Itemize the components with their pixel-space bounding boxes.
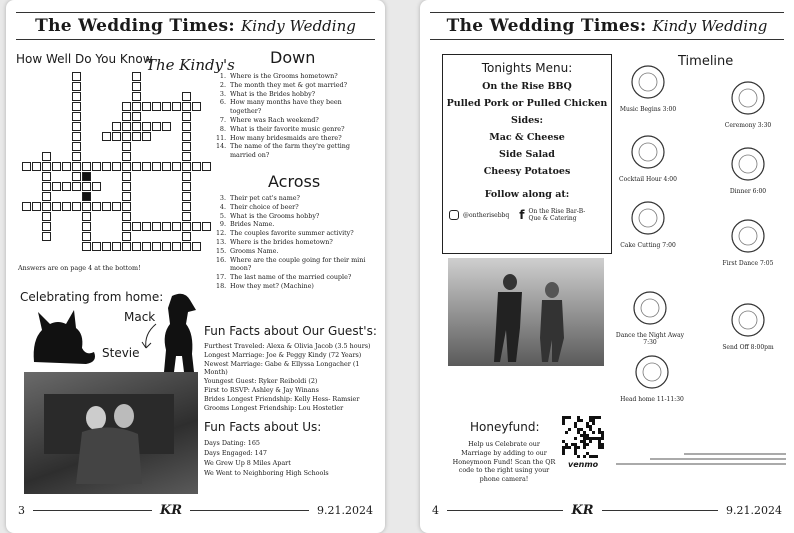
answers-note: Answers are on page 4 at the bottom! bbox=[18, 264, 141, 272]
facebook-icon: f bbox=[519, 208, 525, 222]
clue-item bbox=[216, 282, 374, 291]
clue-number: 6. bbox=[219, 98, 226, 107]
clue-number: 18. bbox=[216, 281, 227, 290]
crossword-script-title: The Kindy's bbox=[146, 56, 235, 74]
clue-number: 3. bbox=[219, 89, 226, 98]
fact-line: Newest Marriage: Gabe & Ellyssa Longacher (1 Month) bbox=[204, 359, 360, 377]
clue-item bbox=[216, 142, 374, 160]
menu-items bbox=[443, 81, 611, 177]
crossword-cell[interactable] bbox=[32, 162, 41, 171]
pet-label-stevie: Stevie bbox=[102, 346, 140, 360]
crossword-cell[interactable] bbox=[182, 132, 191, 141]
crossword-cell[interactable] bbox=[152, 102, 161, 111]
clue-text: What is their favorite music genre? bbox=[230, 124, 345, 133]
timeline-label: Ceremony 3:30 bbox=[724, 122, 772, 129]
crossword-cell[interactable] bbox=[42, 232, 51, 241]
qr-module bbox=[562, 452, 565, 455]
crossword-cell[interactable] bbox=[22, 162, 31, 171]
clue-number: 14. bbox=[216, 142, 227, 151]
menu-item: Side Salad bbox=[499, 149, 555, 160]
crossword-cell[interactable] bbox=[112, 122, 121, 131]
crossword-cell[interactable] bbox=[132, 162, 141, 171]
clue-item bbox=[216, 81, 374, 90]
fact-line: Grooms Longest Friendship: Lou Hostetler bbox=[204, 403, 344, 412]
clue-item bbox=[216, 194, 374, 203]
timeline-label: Dance the Night Away 7:30 bbox=[615, 332, 685, 346]
crossword-cell[interactable] bbox=[72, 72, 81, 81]
qr-module bbox=[565, 431, 568, 434]
clue-text: Where are the couple going for their mini moon? bbox=[230, 255, 366, 273]
crossword-cell[interactable] bbox=[42, 182, 51, 191]
crossword-cell[interactable] bbox=[202, 222, 211, 231]
clue-number: 13. bbox=[216, 237, 227, 246]
clue-item bbox=[216, 220, 374, 229]
crossword-cell[interactable] bbox=[92, 182, 101, 191]
crossword-cell[interactable] bbox=[202, 162, 211, 171]
clue-number: 11. bbox=[216, 133, 227, 142]
crossword-cell[interactable] bbox=[182, 152, 191, 161]
crossword-cell[interactable] bbox=[72, 112, 81, 121]
crossword-cell[interactable] bbox=[72, 162, 81, 171]
crossword-cell[interactable] bbox=[122, 162, 131, 171]
crossword-cell[interactable] bbox=[182, 232, 191, 241]
qr-module bbox=[580, 419, 583, 422]
clue-text: Their pet cat's name? bbox=[230, 194, 300, 202]
crossword-cell[interactable] bbox=[42, 202, 51, 211]
timeline-label: Dinner 6:00 bbox=[729, 188, 767, 195]
clue-text: The month they met & got married? bbox=[230, 80, 348, 89]
clue-text: How many months have they been together? bbox=[230, 98, 342, 116]
menu-item: Pulled Pork or Pulled Chicken bbox=[446, 98, 608, 109]
crossword-cell[interactable] bbox=[192, 162, 201, 171]
crossword-cell[interactable] bbox=[122, 242, 131, 251]
crossword-cell[interactable] bbox=[182, 92, 191, 101]
crossword-cell[interactable] bbox=[142, 162, 151, 171]
fact-line: Youngest Guest: Ryker Reiboldi (2) bbox=[204, 377, 318, 386]
crossword-cell[interactable] bbox=[192, 222, 201, 231]
arrow-icon bbox=[140, 322, 160, 352]
crossword-cell[interactable] bbox=[122, 102, 131, 111]
crossword-cell[interactable] bbox=[122, 142, 131, 151]
celebrating-title: Celebrating from home: bbox=[20, 290, 164, 304]
qr-module bbox=[568, 446, 571, 449]
clue-number: 15. bbox=[216, 246, 227, 255]
crossword-cell[interactable] bbox=[122, 202, 131, 211]
crossword-cell[interactable] bbox=[142, 102, 151, 111]
monogram: KR bbox=[571, 502, 594, 518]
qr-module bbox=[577, 446, 580, 449]
couple-on-tailgate-image bbox=[24, 372, 198, 494]
clue-number: 12. bbox=[216, 229, 227, 238]
clue-text: Their choice of beer? bbox=[230, 202, 299, 211]
clue-item bbox=[216, 72, 374, 81]
crossword-cell[interactable] bbox=[182, 222, 191, 231]
clue-number: 8. bbox=[219, 124, 226, 133]
footer-date: 9.21.2024 bbox=[726, 503, 782, 517]
crossword-cell[interactable] bbox=[42, 222, 51, 231]
clue-item bbox=[216, 247, 374, 256]
crossword-cell[interactable] bbox=[122, 182, 131, 191]
crossword-cell[interactable] bbox=[72, 132, 81, 141]
venmo-logo: venmo bbox=[568, 460, 599, 469]
crossword-cell[interactable] bbox=[72, 92, 81, 101]
crossword-cell[interactable] bbox=[92, 242, 101, 251]
crossword-cell[interactable] bbox=[72, 152, 81, 161]
clue-text: The couples favorite summer activity? bbox=[230, 229, 354, 238]
crossword-cell[interactable] bbox=[112, 162, 121, 171]
timeline-item bbox=[712, 214, 784, 267]
crossword-cell[interactable] bbox=[162, 242, 171, 251]
clue-item bbox=[216, 238, 374, 247]
timeline-label: Music Begins 3:00 bbox=[619, 106, 677, 113]
crossword-cell[interactable] bbox=[152, 122, 161, 131]
clue-item bbox=[216, 90, 374, 99]
honeyfund-title: Honeyfund: bbox=[470, 420, 540, 434]
masthead-script: Kindy Wedding bbox=[240, 17, 356, 35]
crossword-cell[interactable] bbox=[102, 202, 111, 211]
crossword-cell[interactable] bbox=[162, 102, 171, 111]
timeline-item bbox=[610, 286, 690, 346]
crossword-cell[interactable] bbox=[42, 192, 51, 201]
crossword-cell[interactable] bbox=[82, 242, 91, 251]
timeline-label: Cake Cutting 7:00 bbox=[620, 242, 676, 249]
crossword-cell[interactable] bbox=[132, 122, 141, 131]
crossword-cell[interactable] bbox=[52, 202, 61, 211]
qr-module bbox=[601, 446, 604, 449]
crossword-cell[interactable] bbox=[182, 122, 191, 131]
clue-number: 3. bbox=[219, 194, 226, 202]
timeline-item bbox=[712, 142, 784, 195]
honeyfund-text: Help us Celebrate our Marriage by adding to our Honeymoon Fund! Scan the QR code to the right using your phone camera! bbox=[452, 440, 556, 484]
guests-facts-list bbox=[204, 342, 380, 412]
sparkler-icon bbox=[726, 298, 770, 342]
clue-text: What is the Brides hobby? bbox=[230, 89, 316, 98]
crossword-cell[interactable] bbox=[182, 172, 191, 181]
clue-number: 7. bbox=[219, 115, 226, 124]
clue-text: Where was Rach weekend? bbox=[230, 115, 319, 124]
crossword-cell[interactable] bbox=[122, 122, 131, 131]
clue-text: Grooms Name. bbox=[230, 246, 279, 255]
cat-silhouette-icon bbox=[24, 300, 104, 370]
crossword-cell[interactable] bbox=[72, 172, 81, 181]
crossword-cell[interactable] bbox=[42, 162, 51, 171]
fact-line: Longest Marriage: Joe & Peggy Kindy (72 Years) bbox=[204, 350, 362, 359]
crossword-cell[interactable] bbox=[122, 152, 131, 161]
crossword-cell[interactable] bbox=[132, 92, 141, 101]
timeline-label: First Dance 7:05 bbox=[722, 260, 774, 267]
clue-item bbox=[216, 134, 374, 143]
wedding-cake-icon bbox=[626, 196, 670, 240]
crossword-cell[interactable] bbox=[192, 242, 201, 251]
just-married-car-icon bbox=[630, 350, 674, 394]
crossword-cell[interactable] bbox=[82, 192, 91, 201]
crossword-cell[interactable] bbox=[182, 192, 191, 201]
newspaper-page-4 bbox=[420, 0, 794, 533]
us-facts-title: Fun Facts about Us: bbox=[204, 420, 322, 434]
clue-item bbox=[216, 273, 374, 282]
pet-label-mack: Mack bbox=[124, 310, 156, 324]
qr-module bbox=[577, 455, 580, 458]
clue-number: 16. bbox=[216, 255, 227, 264]
menu-box bbox=[442, 54, 612, 254]
crossword-cell[interactable] bbox=[82, 182, 91, 191]
crossword-cell[interactable] bbox=[72, 142, 81, 151]
crossword-cell[interactable] bbox=[182, 162, 191, 171]
us-facts-list bbox=[204, 438, 380, 478]
crossword-cell[interactable] bbox=[132, 72, 141, 81]
crossword-cell[interactable] bbox=[122, 192, 131, 201]
clue-text: How many bridesmaids are there? bbox=[230, 133, 342, 142]
instagram-handle[interactable]: @ontherisebbq bbox=[463, 211, 510, 219]
crossword-cell[interactable] bbox=[172, 102, 181, 111]
crossword-cell[interactable] bbox=[82, 202, 91, 211]
crossword-cell[interactable] bbox=[42, 152, 51, 161]
masthead-title: The Wedding Times: bbox=[446, 16, 647, 36]
guests-facts-title: Fun Facts about Our Guest's: bbox=[204, 324, 377, 338]
crossword-cell[interactable] bbox=[42, 212, 51, 221]
dancing-couple-icon bbox=[726, 214, 770, 258]
crossword-cell[interactable] bbox=[52, 162, 61, 171]
crossword-cell[interactable] bbox=[82, 232, 91, 241]
crossword-cell[interactable] bbox=[132, 132, 141, 141]
couple-photo bbox=[24, 372, 198, 494]
timeline-label: Send Off 8:00pm bbox=[722, 344, 774, 351]
qr-module bbox=[592, 422, 595, 425]
clue-number: 9. bbox=[219, 220, 226, 229]
crossword-grid bbox=[12, 72, 212, 272]
crossword-cell[interactable] bbox=[132, 112, 141, 121]
crossword-cell[interactable] bbox=[122, 172, 131, 181]
fact-line: Days Dating: 165 bbox=[204, 439, 260, 447]
footer-rule bbox=[602, 510, 718, 511]
follow-title: Follow along at: bbox=[484, 189, 570, 200]
menu-item: Sides: bbox=[510, 115, 543, 126]
crossword-cell[interactable] bbox=[182, 112, 191, 121]
crossword-cell[interactable] bbox=[82, 212, 91, 221]
timeline-item bbox=[616, 196, 680, 249]
crossword-cell[interactable] bbox=[112, 132, 121, 141]
crossword-cell[interactable] bbox=[82, 222, 91, 231]
timeline-item bbox=[712, 76, 784, 129]
wedding-bells-icon bbox=[726, 76, 770, 120]
fact-line: Brides Longest Friendship: Kelly Hess- Ramsier bbox=[204, 394, 360, 403]
crossword-cell[interactable] bbox=[72, 122, 81, 131]
crossword-cell[interactable] bbox=[132, 82, 141, 91]
clue-number: 1. bbox=[219, 72, 226, 80]
crossword-cell[interactable] bbox=[182, 102, 191, 111]
crossword-cell[interactable] bbox=[42, 172, 51, 181]
masthead bbox=[16, 12, 375, 40]
timeline-item bbox=[616, 60, 680, 113]
menu-item: Mac & Cheese bbox=[489, 132, 565, 143]
clue-text: Where is the Grooms hometown? bbox=[230, 72, 338, 80]
clue-item bbox=[216, 212, 374, 221]
crossword-cell[interactable] bbox=[122, 232, 131, 241]
across-clues bbox=[216, 194, 374, 291]
crossword-cell[interactable] bbox=[72, 202, 81, 211]
menu-item: On the Rise BBQ bbox=[482, 81, 572, 92]
timeline-item bbox=[712, 298, 784, 351]
down-clues bbox=[216, 72, 374, 160]
crossword-cell[interactable] bbox=[182, 182, 191, 191]
crossword-cell[interactable] bbox=[162, 122, 171, 131]
down-title: Down bbox=[270, 48, 316, 67]
crossword-cell[interactable] bbox=[182, 212, 191, 221]
clue-item bbox=[216, 256, 374, 274]
crossword-cell[interactable] bbox=[172, 222, 181, 231]
music-notes-icon bbox=[626, 60, 670, 104]
crossword-cell[interactable] bbox=[92, 202, 101, 211]
crossword-cell[interactable] bbox=[152, 242, 161, 251]
crossword-cell[interactable] bbox=[152, 162, 161, 171]
qr-module bbox=[574, 437, 577, 440]
qr-module bbox=[583, 446, 586, 449]
clue-text: The last name of the married couple? bbox=[230, 273, 352, 282]
qr-module bbox=[568, 416, 571, 419]
page-number: 3 bbox=[18, 503, 25, 517]
clue-number: 4. bbox=[219, 202, 226, 211]
clue-text: Brides Name. bbox=[230, 220, 275, 229]
instagram-icon bbox=[449, 210, 459, 220]
crossword-cell[interactable] bbox=[122, 132, 131, 141]
ribbon-icon bbox=[628, 286, 672, 330]
monogram: KR bbox=[159, 502, 183, 518]
dog-silhouette-icon bbox=[154, 290, 204, 374]
fact-line: We Went to Neighboring High Schools bbox=[204, 469, 329, 477]
timeline-label: Cocktail Hour 4:00 bbox=[619, 176, 677, 183]
crossword-cell[interactable] bbox=[192, 102, 201, 111]
dinner-plate-icon bbox=[726, 142, 770, 186]
crossword-cell[interactable] bbox=[102, 162, 111, 171]
crossword-cell[interactable] bbox=[62, 182, 71, 191]
crossword-cell[interactable] bbox=[122, 222, 131, 231]
page-number: 4 bbox=[432, 503, 439, 517]
crossword-cell[interactable] bbox=[152, 222, 161, 231]
crossword-cell[interactable] bbox=[72, 102, 81, 111]
crossword-cell[interactable] bbox=[92, 162, 101, 171]
across-title: Across bbox=[268, 172, 321, 191]
page-footer bbox=[432, 499, 782, 521]
facebook-name[interactable]: On the Rise Bar-B-Que & Catering bbox=[528, 208, 586, 222]
timeline-item bbox=[616, 130, 680, 183]
qr-module bbox=[595, 455, 598, 458]
crossword-cell[interactable] bbox=[72, 82, 81, 91]
timeline-item bbox=[616, 350, 688, 403]
clue-text: Where is the brides hometown? bbox=[230, 237, 333, 246]
crossword-cell[interactable] bbox=[132, 222, 141, 231]
fact-line: First to RSVP: Ashley & Jay Winans bbox=[204, 385, 319, 394]
crossword-cell[interactable] bbox=[32, 202, 41, 211]
crossword-cell[interactable] bbox=[122, 112, 131, 121]
page-footer bbox=[18, 499, 373, 521]
answers-key-upside-down bbox=[616, 448, 786, 468]
crossword-cell[interactable] bbox=[112, 242, 121, 251]
masthead-title: The Wedding Times: bbox=[35, 16, 235, 36]
fact-line: We Grew Up 8 Miles Apart bbox=[204, 459, 291, 467]
menu-title: Tonights Menu: bbox=[481, 61, 573, 75]
crossword-cell[interactable] bbox=[162, 162, 171, 171]
qr-module bbox=[568, 428, 571, 431]
clue-item bbox=[216, 116, 374, 125]
clue-text: The name of the farm they're getting married on? bbox=[230, 142, 351, 160]
masthead-script: Kindy Wedding bbox=[652, 17, 768, 35]
clue-number: 5. bbox=[219, 211, 226, 220]
qr-module bbox=[592, 431, 595, 434]
venmo-qr-code[interactable] bbox=[562, 416, 604, 458]
crossword-cell[interactable] bbox=[132, 102, 141, 111]
crossword-cell[interactable] bbox=[22, 202, 31, 211]
clue-text: How they met? (Machine) bbox=[230, 281, 314, 290]
couple-walking-image bbox=[448, 258, 604, 366]
clue-text: What is the Grooms hobby? bbox=[230, 211, 320, 220]
clue-item bbox=[216, 203, 374, 212]
crossword-cell[interactable] bbox=[82, 172, 91, 181]
crossword-cell[interactable] bbox=[142, 122, 151, 131]
qr-module bbox=[601, 437, 604, 440]
footer-rule bbox=[190, 510, 309, 511]
champagne-glasses-icon bbox=[626, 130, 670, 174]
crossword-cell[interactable] bbox=[172, 242, 181, 251]
clue-number: 2. bbox=[219, 80, 226, 89]
crossword-cell[interactable] bbox=[172, 162, 181, 171]
fact-line: Furthest Traveled: Alexa & Olivia Jacob (3.5 hours) bbox=[204, 342, 371, 350]
timeline-label: Head home 11-11:30 bbox=[620, 396, 684, 403]
clue-number: 17. bbox=[216, 273, 227, 282]
crossword-cell[interactable] bbox=[102, 132, 111, 141]
crossword-cell[interactable] bbox=[132, 242, 141, 251]
crossword-cell[interactable] bbox=[142, 242, 151, 251]
crossword-cell[interactable] bbox=[142, 132, 151, 141]
crossword-cell[interactable] bbox=[122, 212, 131, 221]
crossword-cell[interactable] bbox=[162, 222, 171, 231]
crossword-cell[interactable] bbox=[52, 182, 61, 191]
crossword-cell[interactable] bbox=[82, 162, 91, 171]
masthead bbox=[430, 12, 784, 40]
timeline-title: Timeline bbox=[678, 54, 734, 69]
qr-module bbox=[583, 455, 586, 458]
qr-module bbox=[589, 440, 592, 443]
clue-item bbox=[216, 125, 374, 134]
qr-module bbox=[586, 443, 589, 446]
clue-item bbox=[216, 98, 374, 116]
crossword-cell[interactable] bbox=[102, 242, 111, 251]
crossword-title: How Well Do You Know bbox=[16, 52, 153, 66]
qr-module bbox=[562, 422, 565, 425]
couple-field-photo bbox=[448, 258, 604, 366]
crossword-cell[interactable] bbox=[182, 242, 191, 251]
crossword-cell[interactable] bbox=[182, 202, 191, 211]
newspaper-page-3 bbox=[6, 0, 385, 533]
footer-date: 9.21.2024 bbox=[317, 503, 373, 517]
crossword-cell[interactable] bbox=[72, 182, 81, 191]
crossword-cell[interactable] bbox=[62, 162, 71, 171]
crossword-cell[interactable] bbox=[62, 202, 71, 211]
footer-rule bbox=[33, 510, 152, 511]
crossword-cell[interactable] bbox=[112, 202, 121, 211]
clue-item bbox=[216, 229, 374, 238]
qr-module bbox=[598, 416, 601, 419]
crossword-cell[interactable] bbox=[182, 142, 191, 151]
footer-rule bbox=[447, 510, 563, 511]
fact-line: Days Engaged: 147 bbox=[204, 449, 267, 457]
menu-item: Cheesy Potatoes bbox=[483, 166, 571, 177]
crossword-cell[interactable] bbox=[142, 222, 151, 231]
